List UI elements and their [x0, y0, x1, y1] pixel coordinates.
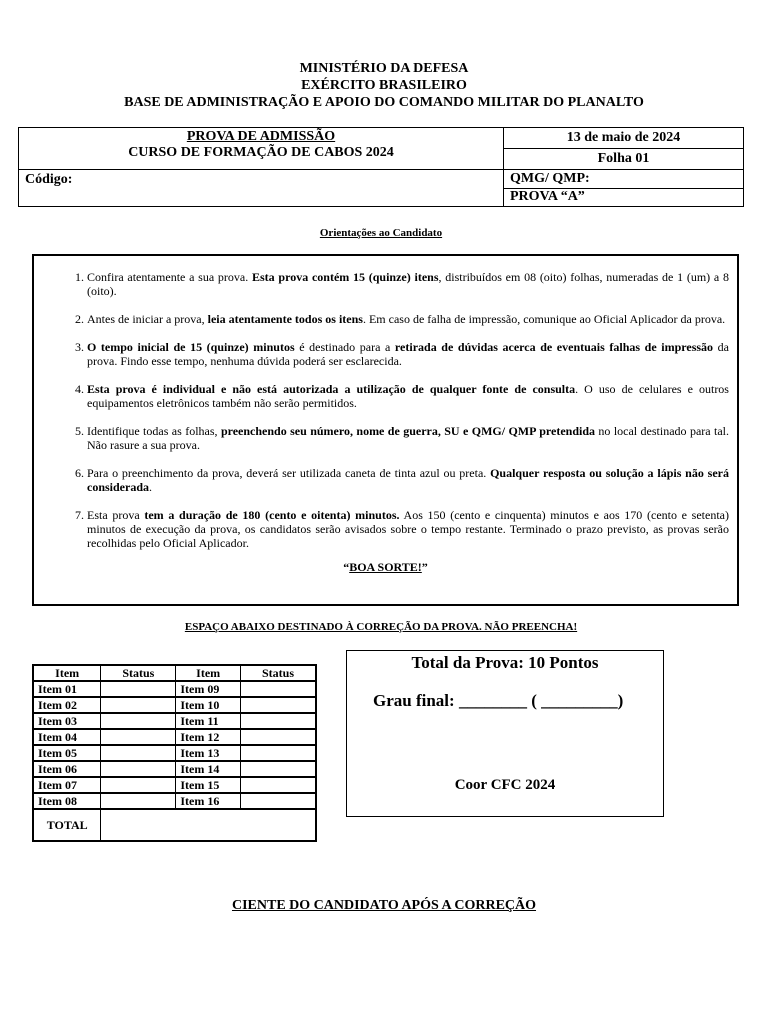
table-row [33, 713, 316, 729]
item-label: Item 01 [33, 681, 101, 697]
orientations-list [34, 256, 737, 550]
status-cell [241, 713, 317, 729]
prova-field: PROVA “A” [504, 188, 744, 207]
item-label: Item 05 [33, 745, 101, 761]
qmg-field: QMG/ QMP: [504, 170, 744, 189]
status-cell [101, 761, 176, 777]
item-label: Item 10 [176, 697, 241, 713]
good-luck: “BOA SORTE!” [343, 560, 428, 574]
total-row [33, 809, 316, 841]
item-label: Item 15 [176, 777, 241, 793]
candidate-acknowledgement: CIENTE DO CANDIDATO APÓS A CORREÇÃO [231, 898, 537, 913]
orientations-box [32, 254, 739, 606]
table-row [33, 745, 316, 761]
item-label: Item 14 [176, 761, 241, 777]
base-title: BASE DE ADMINISTRAÇÃO E APOIO DO COMANDO MILITAR DO PLANALTO [124, 95, 644, 110]
item-label: Item 03 [33, 713, 101, 729]
status-cell [241, 681, 317, 697]
status-cell [241, 745, 317, 761]
course-name: CURSO DE FORMAÇÃO DE CABOS 2024 [128, 145, 394, 160]
status-cell [101, 777, 176, 793]
table-row [33, 761, 316, 777]
orientation-item: 2. Antes de iniciar a prova, leia atentamente todos os itens. Em caso de falha de impressão, comunique ao Oficial Aplicador da prova. [87, 312, 729, 326]
header-status: Status [241, 665, 317, 681]
status-cell [101, 729, 176, 745]
coordination-label: Coor CFC 2024 [454, 777, 556, 793]
header-item: Item [176, 665, 241, 681]
item-label: Item 08 [33, 793, 101, 809]
status-cell [101, 697, 176, 713]
army-title: EXÉRCITO BRASILEIRO [301, 78, 467, 93]
orientation-item: 4. Esta prova é individual e não está autorizada a utilização de qualquer fonte de consulta. O uso de celulares e outros equipamentos eletrônicos também não serão permitidos. [87, 382, 729, 410]
orientation-item: 6. Para o preenchimento da prova, deverá ser utilizada caneta de tinta azul ou preta. Qualquer resposta ou solução a lápis não será considerada. [87, 466, 729, 494]
orientation-item: 1. Confira atentamente a sua prova. Esta prova contém 15 (quinze) itens, distribuídos em 08 (oito) folhas, numeradas de 1 (um) a 8 (oito). [87, 270, 729, 298]
exam-title: PROVA DE ADMISSÃO [186, 129, 336, 144]
total-label: TOTAL [33, 809, 101, 841]
status-cell [101, 745, 176, 761]
item-label: Item 12 [176, 729, 241, 745]
item-label: Item 16 [176, 793, 241, 809]
status-cell [241, 777, 317, 793]
item-label: Item 02 [33, 697, 101, 713]
status-cell [241, 761, 317, 777]
exam-date: 13 de maio de 2024 [504, 128, 744, 149]
total-points: Total da Prova: 10 Pontos [411, 653, 599, 672]
status-cell [241, 793, 317, 809]
table-row [33, 777, 316, 793]
header-item: Item [33, 665, 101, 681]
item-label: Item 13 [176, 745, 241, 761]
orientation-item: 5. Identifique todas as folhas, preenchendo seu número, nome de guerra, SU e QMG/ QMP pretendida no local destinado para tal. Não rasure a sua prova. [87, 424, 729, 452]
ministry-title: MINISTÉRIO DA DEFESA [299, 61, 469, 76]
correction-notice: ESPAÇO ABAIXO DESTINADO À CORREÇÃO DA PROVA. NÃO PREENCHA! [184, 621, 578, 633]
status-cell [241, 729, 317, 745]
grading-table [32, 664, 317, 842]
exam-title-cell [19, 128, 504, 170]
table-row [33, 681, 316, 697]
status-cell [241, 697, 317, 713]
status-cell [101, 713, 176, 729]
item-label: Item 04 [33, 729, 101, 745]
item-label: Item 06 [33, 761, 101, 777]
total-value-cell [101, 809, 316, 841]
item-label: Item 07 [33, 777, 101, 793]
code-field: Código: [19, 170, 504, 207]
table-row [33, 729, 316, 745]
status-cell [101, 793, 176, 809]
header-status: Status [101, 665, 176, 681]
score-box [346, 650, 664, 817]
table-row [33, 697, 316, 713]
orientation-item: 3. O tempo inicial de 15 (quinze) minutos é destinado para a retirada de dúvidas acerca de eventuais falhas de impressão da prova. Findo esse tempo, nenhuma dúvida poderá ser esclarecida. [87, 340, 729, 368]
table-row [33, 793, 316, 809]
orientation-item: 7. Esta prova tem a duração de 180 (cento e oitenta) minutos. Aos 150 (cento e cinquenta) minutos e aos 170 (cento e setenta) minutos de execução da prova, os candidatos serão avisados sobre o tempo restante. Terminado o prazo previsto, as provas serão recolhidas pelo Oficial Aplicador. [87, 508, 729, 550]
orientations-title: Orientações ao Candidato [319, 227, 443, 239]
status-cell [101, 681, 176, 697]
item-label: Item 09 [176, 681, 241, 697]
final-grade-field: Grau final: ________ ( _________) [373, 691, 624, 710]
sheet-number: Folha 01 [504, 149, 744, 170]
item-label: Item 11 [176, 713, 241, 729]
exam-info-table [18, 127, 744, 207]
